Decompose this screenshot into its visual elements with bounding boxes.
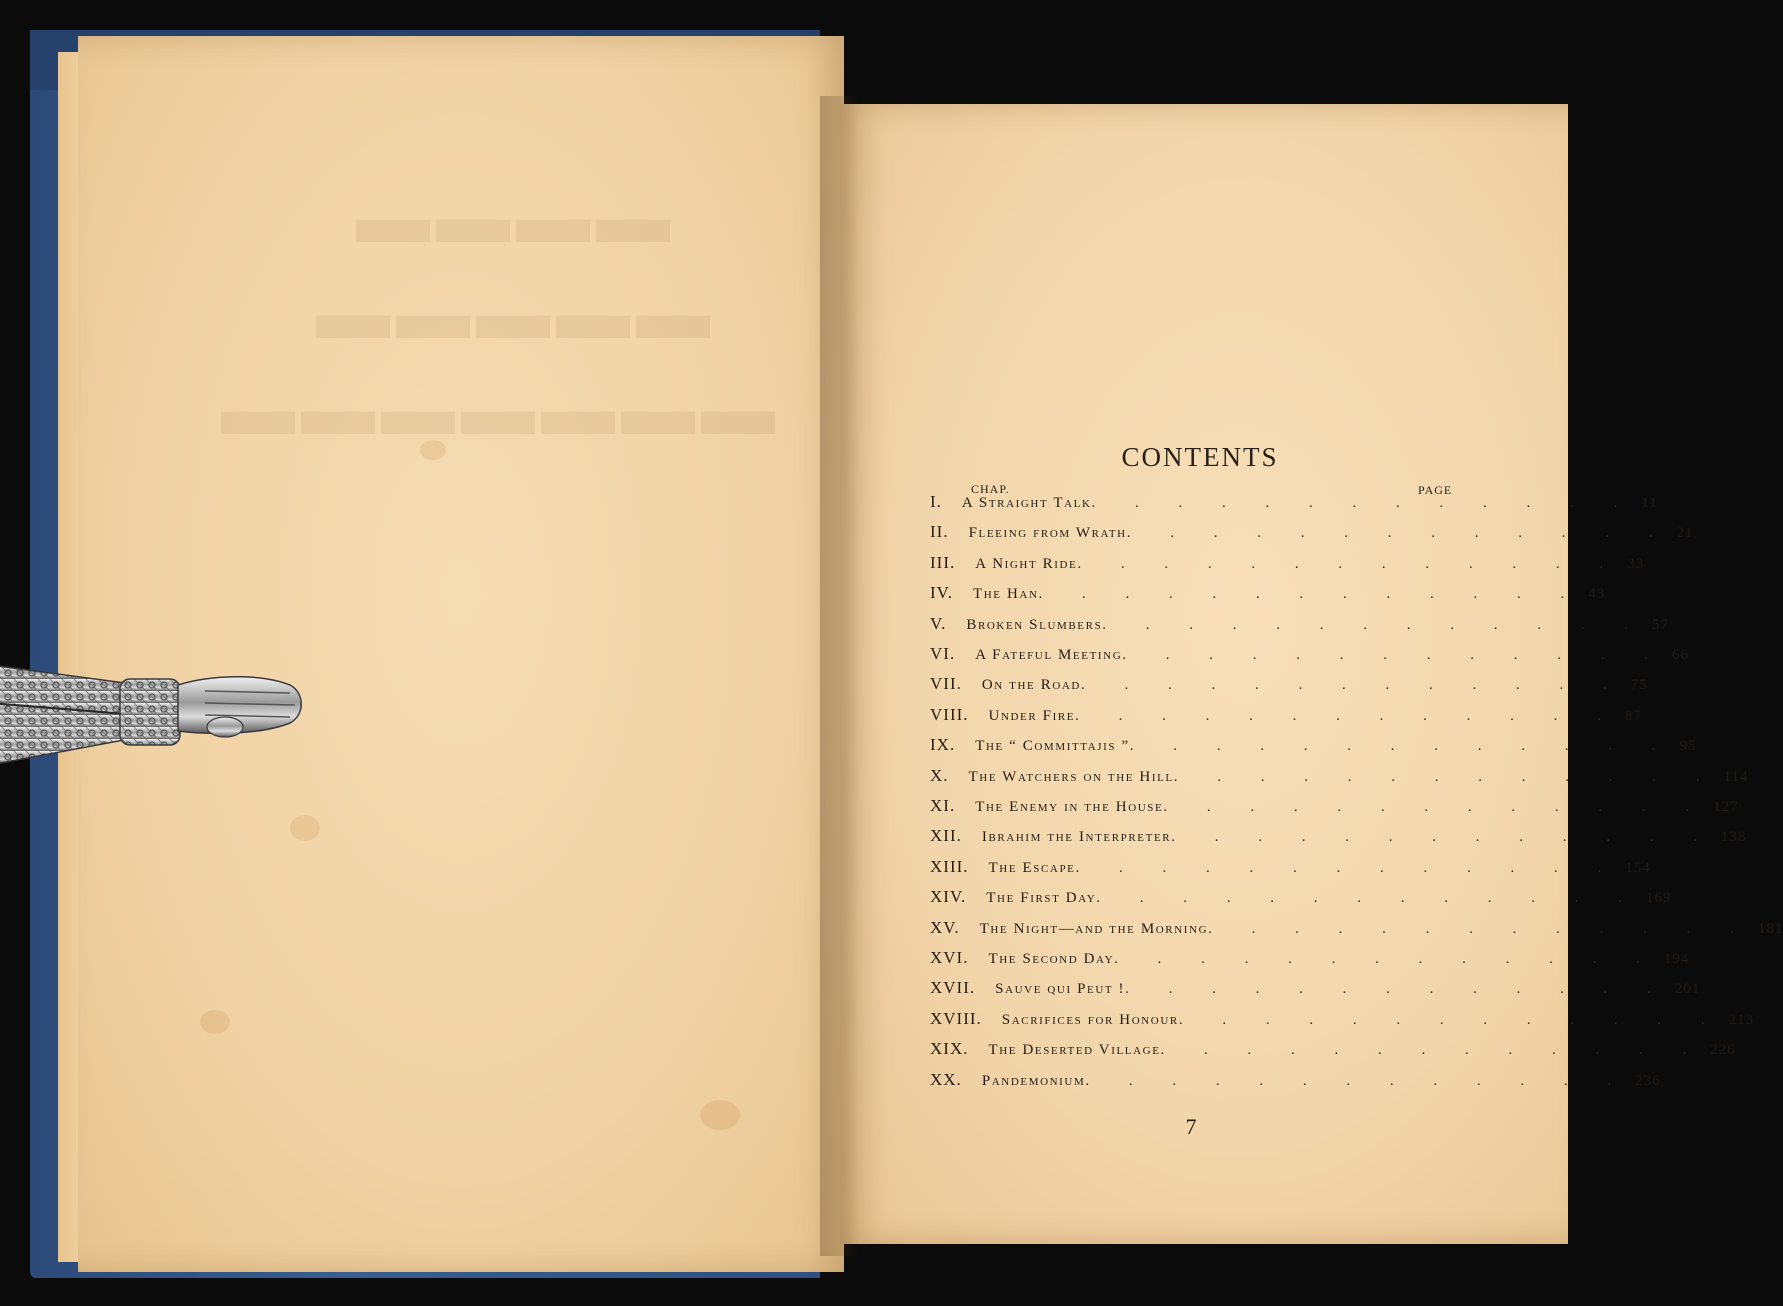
chapter-page-number: 33 bbox=[1627, 555, 1645, 572]
chapter-title: Sauve qui Peut ! bbox=[995, 981, 1126, 998]
leader-dots: . . . . . . . . . . . . . bbox=[1077, 555, 1622, 572]
leader-dots: . . . . . . . . . . . . . bbox=[1038, 586, 1583, 603]
chapter-title: The Han bbox=[973, 586, 1039, 603]
chapter-page-number: 127 bbox=[1713, 799, 1739, 815]
toc-entry bbox=[930, 552, 1645, 579]
leader-dots: . . . . . . . . . . . . . bbox=[1085, 1072, 1630, 1089]
chapter-number: XVI. bbox=[930, 948, 969, 967]
chapter-title: A Fateful Meeting bbox=[975, 647, 1123, 663]
chapter-number: VIII. bbox=[930, 704, 969, 724]
chapter-page-number: 154 bbox=[1625, 859, 1651, 876]
book-gutter-shadow bbox=[820, 96, 860, 1256]
chapter-number: IX. bbox=[930, 735, 956, 755]
chapter-number: II. bbox=[930, 522, 949, 542]
page-number: 7 bbox=[1185, 1114, 1197, 1139]
leader-dots: . . . . . . . . . . . . . bbox=[1208, 920, 1752, 937]
chapter-title: The “ Committajis ” bbox=[975, 738, 1130, 755]
toc-entry bbox=[930, 704, 1642, 731]
foxing-spot bbox=[290, 815, 320, 841]
toc-entry bbox=[930, 735, 1697, 761]
chapter-number: XVII. bbox=[930, 978, 976, 998]
foxing-spot bbox=[200, 1010, 230, 1034]
chapter-page-number: 181 bbox=[1757, 920, 1783, 937]
toc-entry bbox=[930, 583, 1606, 609]
chapter-title: Sacrifices for Honour bbox=[1001, 1011, 1179, 1028]
chapter-title: Broken Slumbers bbox=[966, 616, 1103, 633]
chapter-page-number: 194 bbox=[1663, 951, 1690, 967]
toc-entry bbox=[930, 765, 1749, 792]
chapter-number: VI. bbox=[930, 644, 956, 663]
leader-dots: . . . . . . . . . . . . . bbox=[1125, 981, 1669, 998]
chapter-number: XIV. bbox=[930, 887, 967, 907]
foxing-spot bbox=[420, 440, 446, 460]
chapter-page-number: 11 bbox=[1641, 495, 1658, 511]
chapter-title: The Enemy in the House bbox=[975, 799, 1164, 815]
toc-entry bbox=[930, 613, 1670, 640]
toc-entry bbox=[930, 917, 1783, 944]
chapter-number: I. bbox=[930, 492, 942, 511]
chapter-title: Pandemonium bbox=[981, 1072, 1086, 1089]
chapter-number: III. bbox=[930, 552, 956, 572]
chapter-title: Fleeing from Wrath bbox=[968, 525, 1127, 542]
leader-dots: . . . . . . . . . . . . . bbox=[1178, 1011, 1723, 1028]
page-column-header: PAGE bbox=[1418, 483, 1453, 497]
chapter-page-number: 57 bbox=[1652, 616, 1670, 633]
chapter-page-number: 114 bbox=[1723, 768, 1749, 785]
leader-dots: . . . . . . . . . . . . . bbox=[1114, 951, 1658, 967]
toc-entry bbox=[930, 522, 1694, 548]
toc-entry bbox=[930, 796, 1739, 822]
chapter-page-number: 87 bbox=[1624, 707, 1642, 724]
foxing-spot bbox=[700, 1100, 740, 1130]
toc-entry bbox=[930, 644, 1689, 670]
chapter-title: A Night Ride bbox=[975, 555, 1078, 572]
chapter-title: The Second Day bbox=[988, 951, 1115, 967]
leader-dots: . . . . . . . . . . . . . bbox=[1075, 859, 1620, 876]
leader-dots: . . . . . . . . . . . . . bbox=[1163, 799, 1708, 815]
chapter-title: The Escape bbox=[988, 859, 1076, 876]
chapter-number: XI. bbox=[930, 796, 956, 815]
toc-entry bbox=[930, 1008, 1755, 1035]
chapter-title: The Night—and the Morning bbox=[979, 920, 1209, 937]
chapter-number: X. bbox=[930, 765, 949, 785]
chapter-title: The Deserted Village bbox=[988, 1042, 1161, 1059]
chapter-title: A Straight Talk bbox=[961, 495, 1092, 511]
chapter-number: V. bbox=[930, 613, 947, 633]
leader-dots: . . . . . . . . . . . . . bbox=[1075, 707, 1619, 724]
chapter-page-number: 226 bbox=[1710, 1042, 1736, 1059]
chapter-title: On the Road bbox=[981, 677, 1081, 694]
chapter-page-number: 21 bbox=[1676, 525, 1694, 542]
chapter-page-number: 201 bbox=[1674, 981, 1701, 998]
toc-entry bbox=[930, 856, 1651, 883]
toc-entry bbox=[930, 887, 1672, 913]
toc-entry bbox=[930, 492, 1658, 518]
chapter-page-number: 236 bbox=[1635, 1072, 1661, 1089]
leader-dots: . . . . . . . . . . . . . bbox=[1171, 829, 1715, 846]
chapter-number: XII. bbox=[930, 826, 962, 846]
toc-entry bbox=[930, 948, 1690, 974]
chapter-page-number: 169 bbox=[1646, 890, 1672, 907]
chapter-number: IV. bbox=[930, 583, 953, 603]
chapter-number: VII. bbox=[930, 674, 962, 694]
toc-entry bbox=[930, 1069, 1661, 1096]
leader-dots: . . . . . . . . . . . . . bbox=[1080, 677, 1625, 694]
chapter-page-number: 138 bbox=[1720, 829, 1747, 846]
leader-dots: . . . . . . . . . . . . . bbox=[1091, 495, 1636, 511]
chapter-number: XVIII. bbox=[930, 1008, 982, 1028]
leader-dots: . . . . . . . . . . . . . bbox=[1126, 525, 1671, 542]
chapter-number: XX. bbox=[930, 1069, 962, 1089]
chapter-number: XV. bbox=[930, 917, 960, 937]
chapter-page-number: 43 bbox=[1588, 586, 1606, 603]
silver-hand-bookmark bbox=[0, 655, 320, 805]
show-through-print: ▬▬▬▬ ▬▬▬▬▬ ▬▬▬▬▬▬▬ bbox=[215, 177, 775, 451]
contents-title: CONTENTS bbox=[1121, 442, 1279, 472]
leader-dots: . . . . . . . . . . . . . bbox=[1096, 890, 1641, 907]
chapter-page-number: 66 bbox=[1672, 647, 1689, 663]
chapter-title: Under Fire bbox=[988, 707, 1076, 724]
chapter-page-number: 75 bbox=[1630, 677, 1648, 694]
leader-dots: . . . . . . . . . . . . . bbox=[1173, 768, 1718, 785]
toc-entry bbox=[930, 674, 1648, 700]
chap-column-header: CHAP. bbox=[971, 482, 1010, 496]
leader-dots: . . . . . . . . . . . . . bbox=[1160, 1042, 1705, 1059]
leader-dots: . . . . . . . . . . . . . bbox=[1102, 616, 1647, 633]
toc-entry bbox=[930, 1039, 1736, 1065]
chapter-title: The Watchers on the Hill bbox=[968, 768, 1174, 785]
chapter-title: The First Day bbox=[986, 890, 1097, 907]
chapter-number: XIII. bbox=[930, 856, 969, 876]
chapter-number: XIX. bbox=[930, 1039, 969, 1059]
chapter-page-number: 95 bbox=[1679, 738, 1697, 755]
leader-dots: . . . . . . . . . . . . . bbox=[1122, 647, 1666, 663]
chapter-page-number: 213 bbox=[1728, 1011, 1755, 1028]
toc-entry bbox=[930, 978, 1701, 1004]
leader-dots: . . . . . . . . . . . . . bbox=[1129, 738, 1674, 755]
toc-entry bbox=[930, 826, 1747, 852]
chapter-title: Ibrahim the Interpreter bbox=[981, 829, 1172, 846]
